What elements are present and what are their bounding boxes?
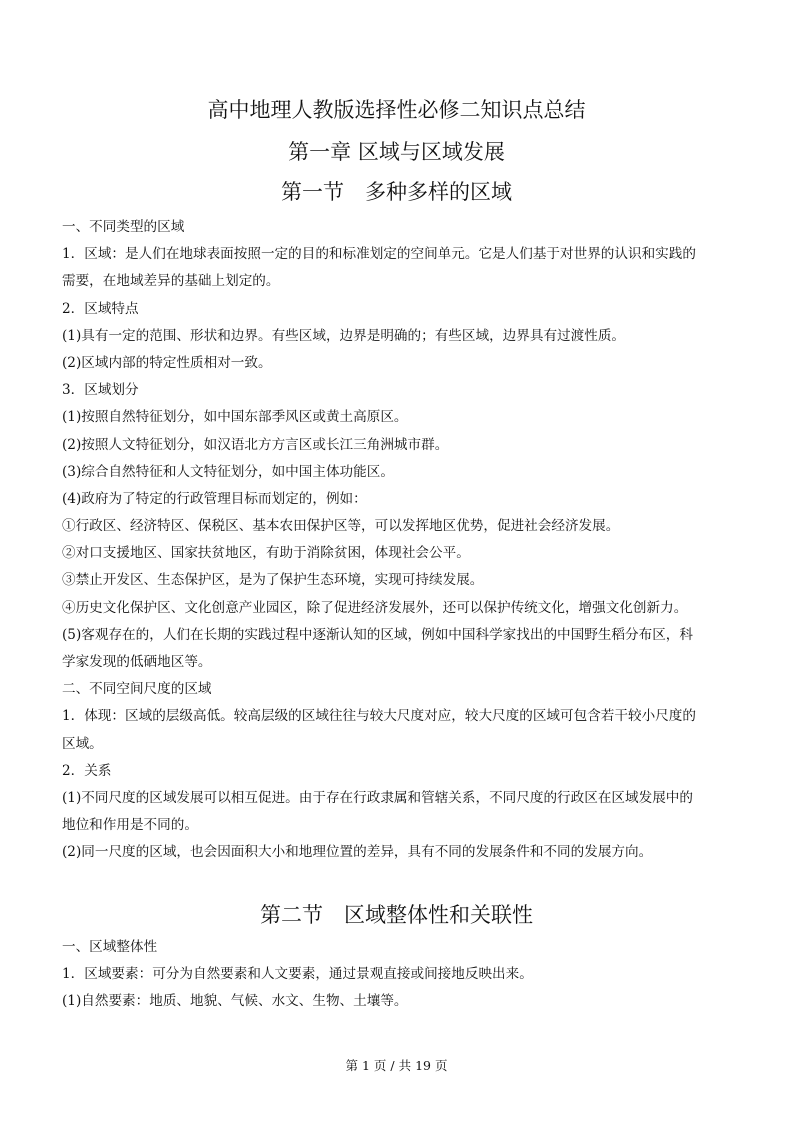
text-line: 二、不同空间尺度的区域 xyxy=(62,681,212,698)
section-heading: 第二节 区域整体性和关联性 xyxy=(260,903,533,927)
section2-body xyxy=(62,934,742,1016)
text-line: ④历史文化保护区、文化创意产业园区，除了促进经济发展外，还可以保护传统文化，增强文化创新力。 xyxy=(62,599,688,616)
section-heading: 第一节 多种多样的区域 xyxy=(281,180,512,204)
section1-body xyxy=(62,214,742,867)
text-line: 区域。 xyxy=(62,735,103,752)
text-line: 地位和作用是不同的。 xyxy=(62,817,198,834)
text-line: 2．区域特点 xyxy=(62,300,139,317)
text-line: (2)区域内部的特定性质相对一致。 xyxy=(62,354,272,371)
text-line: (1)自然要素：地质、地貌、气候、水文、生物、土壤等。 xyxy=(62,993,408,1010)
text-line: (5)客观存在的，人们在长期的实践过程中逐渐认知的区域，例如中国科学家找出的中国野生稻分布区，科 xyxy=(62,626,693,643)
text-line: 学家发现的低硒地区等。 xyxy=(62,654,212,670)
text-line: 1．区域要素：可分为自然要素和人文要素，通过景观直接或间接地反映出来。 xyxy=(62,966,533,983)
text-line: ③禁止开发区、生态保护区，是为了保护生态环境，实现可持续发展。 xyxy=(62,572,484,589)
text-line: (1)具有一定的范围、形状和边界。有些区域，边界是明确的；有些区域，边界具有过渡性质。 xyxy=(62,327,626,344)
text-line: ②对口支援地区、国家扶贫地区，有助于消除贫困，体现社会公平。 xyxy=(62,545,470,562)
text-line: 一、区域整体性 xyxy=(62,939,158,955)
text-line: (4)政府为了特定的行政管理目标而划定的，例如： xyxy=(62,490,367,507)
text-line: 需要，在地域差异的基础上划定的。 xyxy=(62,273,280,290)
text-line: 一、不同类型的区域 xyxy=(62,219,185,235)
text-line: (1)按照自然特征划分，如中国东部季风区或黄土高原区。 xyxy=(62,409,408,426)
document-title: 高中地理人教版选择性必修二知识点总结 xyxy=(207,98,586,122)
text-line: 3．区域划分 xyxy=(62,382,139,399)
text-line: 2．关系 xyxy=(62,762,112,779)
text-line: ①行政区、经济特区、保税区、基本农田保护区等，可以发挥地区优势，促进社会经济发展。 xyxy=(62,518,620,535)
text-line: (2)同一尺度的区域，也会因面积大小和地理位置的差异，具有不同的发展条件和不同的发展方向。 xyxy=(62,844,653,861)
text-line: (1)不同尺度的区域发展可以相互促进。由于存在行政隶属和管辖关系，不同尺度的行政区在区域发展中的 xyxy=(62,789,693,806)
page-footer: 第 1 页 / 共 19 页 xyxy=(345,1058,448,1073)
text-line: 1．区域：是人们在地球表面按照一定的目的和标准划定的空间单元。它是人们基于对世界的认识和实践的 xyxy=(62,246,696,263)
chapter-title: 第一章 区域与区域发展 xyxy=(288,140,505,164)
text-line: 1．体现：区域的层级高低。较高层级的区域往往与较大尺度对应，较大尺度的区域可包含若干较小尺度的 xyxy=(62,708,696,725)
text-line: (3)综合自然特征和人文特征划分，如中国主体功能区。 xyxy=(62,463,394,480)
text-line: (2)按照人文特征划分，如汉语北方方言区或长江三角洲城市群。 xyxy=(62,436,449,453)
